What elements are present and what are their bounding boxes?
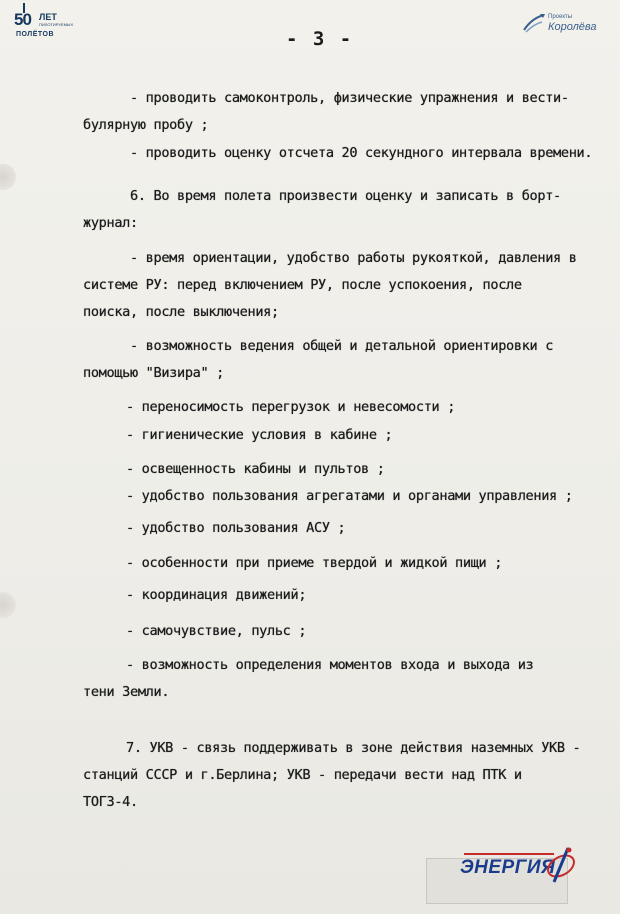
logo-projects-text: Проекты (548, 14, 573, 20)
text-line-7: системе РУ: перед включением РУ, после успокоения, после (83, 277, 522, 293)
logo-caption: ПОЛЁТОВ (16, 31, 54, 38)
energia-wordmark: ЭНЕРГИЯ (460, 857, 556, 878)
logo-word: ЛЕТ (39, 12, 57, 22)
text-line-4: 6. Во время полета произвести оценку и записать в борт- (130, 188, 561, 204)
text-line-9: - возможность ведения общей и детальной ориентировки с (130, 338, 554, 354)
punch-hole (0, 164, 16, 190)
logo-red-bar (464, 853, 554, 855)
text-line-15: - удобство пользования АСУ ; (126, 520, 346, 536)
text-line-20: тени Земли. (83, 684, 170, 700)
text-line-22: станций СССР и г.Берлина; УКВ - передачи вести над ПТК и (83, 767, 522, 783)
text-line-8: поиска, после выключения; (83, 304, 279, 320)
energia-logo (458, 840, 598, 886)
text-line-12: - гигиенические условия в кабине ; (126, 427, 393, 443)
text-line-21: 7. УКВ - связь поддерживать в зоне действия наземных УКВ - (126, 740, 581, 756)
text-line-19: - возможность определения моментов входа и выхода из (126, 657, 534, 673)
logo-number: 50 (14, 10, 31, 29)
orbit-emblem-icon (544, 844, 578, 884)
punch-hole (0, 592, 16, 618)
logo-korolev-text: Королёва (548, 21, 597, 33)
page-number: - 3 - (286, 28, 354, 50)
text-line-1: - проводить самоконтроль, физические упражнения и вести- (130, 90, 569, 106)
text-line-18: - самочувствие, пульс ; (126, 623, 307, 639)
text-line-5: журнал: (83, 215, 138, 231)
text-line-11: - переносимость перегрузок и невесомости ; (126, 399, 456, 415)
text-line-23: ТОГЗ-4. (83, 794, 138, 810)
text-line-13: - освещенность кабины и пультов ; (126, 461, 385, 477)
text-line-14: - удобство пользования агрегатами и органами управления ; (126, 488, 573, 504)
korolev-projects-logo (522, 12, 612, 38)
rocket-swoosh-icon (522, 12, 546, 34)
text-line-10: помощью "Визира" ; (83, 365, 225, 381)
text-line-2: булярную пробу ; (83, 117, 209, 133)
text-line-16: - особенности при приеме твердой и жидкой пищи ; (126, 555, 503, 571)
anniversary-logo (14, 10, 74, 36)
logo-subtitle: ПИЛОТИРУЕМЫХ (39, 22, 74, 27)
text-line-6: - время ориентации, удобство работы рукояткой, давления в (130, 250, 577, 266)
text-line-3: - проводить оценку отсчета 20 секундного интервала времени. (130, 145, 593, 161)
text-line-17: - координация движений; (126, 587, 307, 603)
